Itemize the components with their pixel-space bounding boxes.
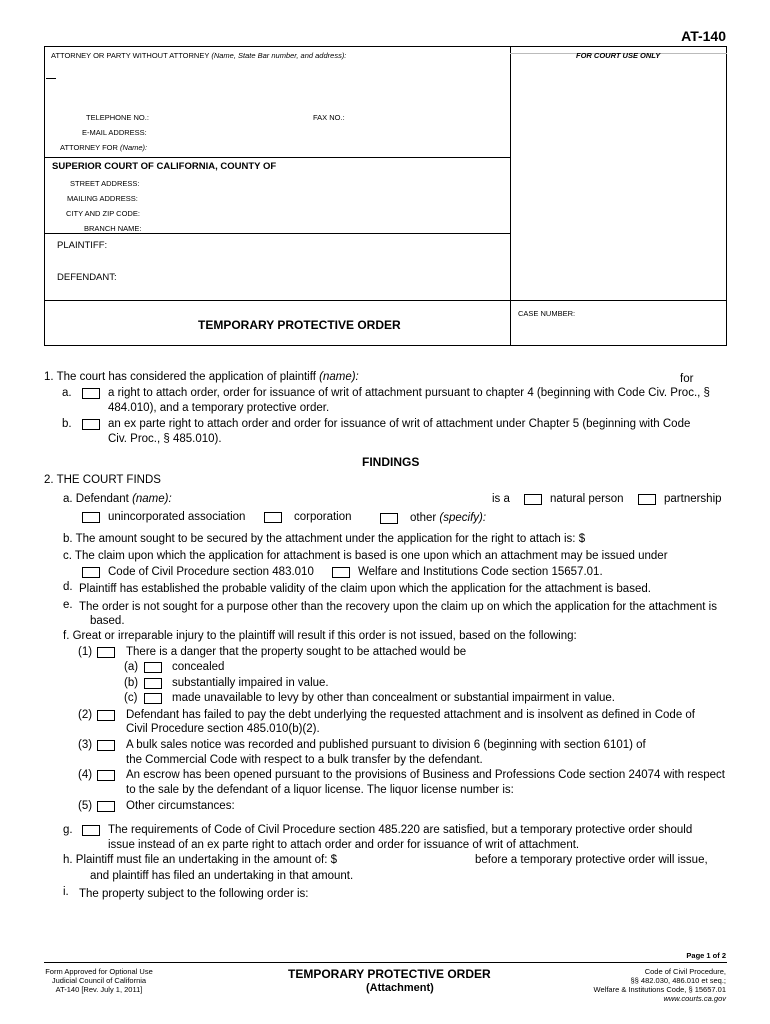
item-1b-text: an ex parte right to attach order and order for issuance of writ of attachment under Chapter 5 (beginning with Code <box>108 418 691 430</box>
partnership-label: partnership <box>664 493 722 505</box>
checkbox-unincorporated[interactable] <box>82 512 100 523</box>
caption-box <box>44 46 727 346</box>
f5-text: Other circumstances: <box>126 800 235 812</box>
fc-text: made unavailable to levy by other than concealment or substantial impairment in value. <box>172 692 615 704</box>
item-1: 1. The court has considered the application of plaintiff (name): <box>44 371 359 383</box>
fax-label: FAX NO.: <box>313 113 345 122</box>
checkbox-1a[interactable] <box>82 388 100 399</box>
fa-label: (a) <box>124 661 139 673</box>
item-1b-label: b. <box>62 418 72 430</box>
form-title: TEMPORARY PROTECTIVE ORDER <box>198 318 401 332</box>
caption-divider <box>510 46 511 346</box>
checkbox-f5[interactable] <box>97 801 115 812</box>
page-number: Page 1 of 2 <box>686 951 726 960</box>
natural-person-label: natural person <box>550 493 624 505</box>
checkbox-fc[interactable] <box>144 693 162 704</box>
checkbox-f3[interactable] <box>97 740 115 751</box>
fb-label: (b) <box>124 677 139 689</box>
f3-text-2: the Commercial Code with respect to a bulk transfer by the defendant. <box>126 754 483 766</box>
f3-label: (3) <box>78 739 93 751</box>
item-1a-label: a. <box>62 387 72 399</box>
findings-heading: FINDINGS <box>362 455 420 469</box>
court-title: SUPERIOR COURT OF CALIFORNIA, COUNTY OF <box>52 161 277 172</box>
checkbox-f2[interactable] <box>97 710 115 721</box>
attorney-for-label: ATTORNEY FOR (Name): <box>60 143 148 152</box>
item-2: 2. THE COURT FINDS <box>44 474 161 486</box>
checkbox-fa[interactable] <box>144 662 162 673</box>
checkbox-fb[interactable] <box>144 678 162 689</box>
item-2g: The requirements of Code of Civil Procedure section 485.220 are satisfied, but a temporary protective order should <box>108 824 693 836</box>
checkbox-2g[interactable] <box>82 825 100 836</box>
checkbox-other[interactable] <box>380 513 398 524</box>
item-2i-label: i. <box>63 886 69 898</box>
item-1-for: for <box>680 373 694 385</box>
footer-right: Code of Civil Procedure, §§ 482.030, 486.010 et seq.; Welfare & Institutions Code, § 15657.01 www.courts.ca.gov <box>593 967 726 1003</box>
f1-label: (1) <box>78 646 93 658</box>
f2-text: Defendant has failed to pay the debt underlying the requested attachment and is insolvent as defined in Code of <box>126 709 695 721</box>
fc-label: (c) <box>124 692 138 704</box>
item-2a: a. Defendant (name): <box>63 493 172 505</box>
item-2b: b. The amount sought to be secured by the attachment under the application for the right to attach is: $ <box>63 533 586 545</box>
footer-subtitle: (Attachment) <box>366 982 434 994</box>
form-number: AT-140 <box>681 28 726 44</box>
f2-label: (2) <box>78 709 93 721</box>
checkbox-natural-person[interactable] <box>524 494 542 505</box>
item-2e-2: based. <box>90 615 125 627</box>
other-label: other (specify): <box>410 512 487 524</box>
field-mark <box>46 78 56 79</box>
checkbox-code-483[interactable] <box>82 567 100 578</box>
footer-rule <box>44 962 727 963</box>
attorney-label: ATTORNEY OR PARTY WITHOUT ATTORNEY (Name, State Bar number, and address): <box>51 51 347 60</box>
f4-text-2: to the sale by the defendant of a liquor license. The liquor license number is: <box>126 784 514 796</box>
code-483-label: Code of Civil Procedure section 483.010 <box>108 566 314 578</box>
email-label: E-MAIL ADDRESS: <box>82 128 147 137</box>
fb-text: substantially impaired in value. <box>172 677 329 689</box>
branch-label: BRANCH NAME: <box>84 224 142 233</box>
checkbox-corporation[interactable] <box>264 512 282 523</box>
mailing-label: MAILING ADDRESS: <box>67 194 138 203</box>
f4-label: (4) <box>78 769 93 781</box>
item-2g-2: issue instead of an ex parte right to attach order and order for issuance of writ of attachment. <box>108 839 580 851</box>
item-2h: h. Plaintiff must file an undertaking in the amount of: $ <box>63 854 338 866</box>
item-2d: Plaintiff has established the probable validity of the claim upon which the application for the attachment is based. <box>79 583 651 595</box>
checkbox-welfare[interactable] <box>332 567 350 578</box>
item-1a-text: a right to attach order, order for issuance of writ of attachment pursuant to chapter 4 (beginning with Code Civ. Proc., § <box>108 387 710 399</box>
court-use-label: FOR COURT USE ONLY <box>576 51 661 60</box>
plaintiff-label: PLAINTIFF: <box>57 240 108 251</box>
item-2c: c. The claim upon which the application for attachment is based is one upon which an attachment may be issued under <box>63 550 668 562</box>
telephone-label: TELEPHONE NO.: <box>86 113 149 122</box>
divider-line <box>44 157 510 158</box>
city-label: CITY AND ZIP CODE: <box>66 209 140 218</box>
f5-label: (5) <box>78 800 93 812</box>
f4-text: An escrow has been opened pursuant to the provisions of Business and Professions Code section 24074 with respect <box>126 769 726 781</box>
checkbox-partnership[interactable] <box>638 494 656 505</box>
footer-left: Form Approved for Optional Use Judicial Council of California AT-140 [Rev. July 1, 2011] <box>45 967 153 994</box>
street-label: STREET ADDRESS: <box>70 179 140 188</box>
is-a-label: is a <box>492 493 510 505</box>
item-2d-label: d. <box>63 581 73 593</box>
item-2h-2: and plaintiff has filed an undertaking in that amount. <box>90 870 354 882</box>
footer-title: TEMPORARY PROTECTIVE ORDER <box>288 967 491 981</box>
checkbox-f1[interactable] <box>97 647 115 658</box>
divider-line <box>44 300 727 301</box>
item-2e-label: e. <box>63 599 73 611</box>
welfare-label: Welfare and Institutions Code section 15657.01. <box>358 566 603 578</box>
item-2e: The order is not sought for a purpose other than the recovery upon the claim up on which the application for the attachment is <box>79 601 717 613</box>
defendant-label: DEFENDANT: <box>57 272 117 283</box>
checkbox-f4[interactable] <box>97 770 115 781</box>
f2-text-2: Civil Procedure section 485.010(b)(2). <box>126 723 320 735</box>
case-number-label: CASE NUMBER: <box>518 309 576 318</box>
fa-text: concealed <box>172 661 225 673</box>
item-2h-before: before a temporary protective order will issue, <box>475 854 708 866</box>
checkbox-1b[interactable] <box>82 419 100 430</box>
corporation-label: corporation <box>294 511 352 523</box>
divider-line <box>44 233 510 234</box>
f3-text: A bulk sales notice was recorded and published pursuant to division 6 (beginning with section 6101) of <box>126 739 646 751</box>
item-2g-label: g. <box>63 824 73 836</box>
item-2f: f. Great or irreparable injury to the plaintiff will result if this order is not issued, based on the following: <box>63 630 577 642</box>
item-2i: The property subject to the following order is: <box>79 888 309 900</box>
unincorporated-label: unincorporated association <box>108 511 246 523</box>
f1-text: There is a danger that the property sought to be attached would be <box>126 646 467 658</box>
item-1a-text-2: 484.010), and a temporary protective order. <box>108 402 330 414</box>
item-1b-text-2: Civ. Proc., § 485.010). <box>108 433 222 445</box>
